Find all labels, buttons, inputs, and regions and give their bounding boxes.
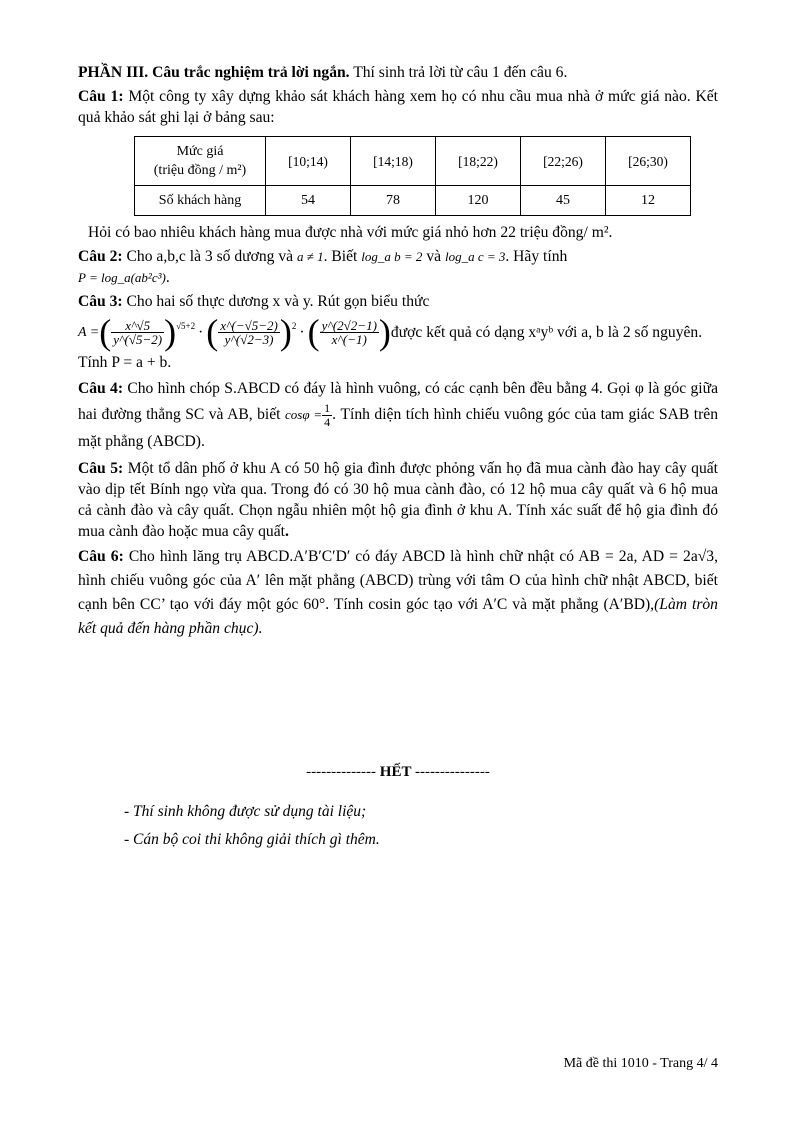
question-3: [78, 291, 718, 312]
price-header-line2: (triệu đồng / m²): [153, 163, 247, 178]
question-1: [78, 86, 718, 128]
q6-text-a: Cho hình lăng trụ ABCD.A′B′C′D′ có đáy ABCD là hình chữ nhật có AB = 2a, AD = 2a√3, hình chiếu vuông góc của A′ lên mặt phẳng (ABCD) trùng với tâm O của hình chữ nhật ABCD, biết cạnh bên CC’ tạo với đáy một góc 60°. Tính cosin góc tạo với A′C và mặt phẳng (A′BD),: [78, 548, 718, 613]
price-header-line1: Mức giá: [176, 144, 224, 159]
q5-text: Một tổ dân phố ở khu A có 50 hộ gia đình được phỏng vấn họ đã mua cành đào hay cây quất vào dịp tết Bính ngọ vừa qua. Trong đó có 30 hộ mua cành đào, có 12 hộ mua cây quất và 6 hộ mua cả cành đào và cây quất. Chọn ngẫu nhiên một hộ gia đình ở khu A. Tính xác suất để hộ gia đình đó mua cành đào hoặc mua cây quất: [78, 460, 719, 540]
question-6: [78, 545, 718, 641]
q6-text-b: (Làm tròn kết quả đến hàng phần chục).: [78, 596, 718, 637]
interval-cell: [10;14): [266, 137, 351, 186]
count-cell: 12: [606, 186, 691, 216]
price-header: [135, 137, 266, 186]
q1-label: Câu 1:: [78, 88, 124, 105]
note-item: - Cán bộ coi thi không giải thích gì thêm.: [124, 831, 380, 848]
q5-label: Câu 5:: [78, 460, 124, 477]
q4-text-b: . Tính diện tích hình chiếu vuông góc của tam giác SAB trên mặt phẳng (ABCD).: [78, 406, 718, 450]
interval-cell: [22;26): [521, 137, 606, 186]
q5-end: .: [284, 523, 289, 540]
q3-label: Câu 3:: [78, 293, 123, 310]
fraction-3-numerator: y^(2√2−1): [321, 317, 377, 333]
q2-text-c: và: [422, 248, 445, 265]
q2-target: P = log_a(ab²c³): [78, 270, 166, 285]
exam-notes: [124, 798, 380, 854]
fraction-2: [218, 319, 280, 346]
fraction-1: [111, 319, 164, 346]
cos-fraction: [322, 402, 332, 429]
count-cell: 78: [351, 186, 436, 216]
cos-lhs: cosφ =: [285, 407, 323, 423]
q3-text: Cho hai số thực dương x và y. Rút gọn biểu thức: [122, 293, 430, 310]
fraction-3-denominator: x^(−1): [320, 332, 379, 346]
q2-text-d: . Hãy tính: [505, 248, 568, 265]
q3-formula: A = ( $\frac{x\^{}√5}{y\^{}(√5-2)}$ ) √5+2 · ( $\frac{x\^{}(-√5-2)}{y\^{}(√2-3)}$ ) 2 · ( $\frac{y\^{}(2√2-1)}{x\^{}(-1)}$ ) được kết quả có dạng xᵃyᵇ với a, b là 2 số nguyên.: [78, 312, 703, 352]
q4-text-a: Cho hình chóp S.ABCD có đáy là hình vuông, có các cạnh bên đều bằng 4. Gọi φ là góc giữa hai đường thẳng SC và AB, biết: [78, 380, 718, 424]
question-4: [78, 376, 718, 455]
q2-given-2: log_a c = 3: [444, 249, 506, 264]
interval-cell: [18;22): [436, 137, 521, 186]
cos-denominator: 4: [324, 415, 331, 429]
interval-cell: [14;18): [351, 137, 436, 186]
section-heading: [78, 62, 718, 83]
count-cell: 54: [266, 186, 351, 216]
question-2: [78, 246, 718, 288]
customers-header: Số khách hàng: [135, 186, 266, 216]
note-item: - Thí sinh không được sử dụng tài liệu;: [124, 803, 367, 820]
fraction-3: [320, 319, 379, 346]
table-row-price: [135, 137, 691, 186]
q2-given-1: log_a b = 2: [361, 249, 423, 264]
section-title: PHẦN III. Câu trắc nghiệm trả lời ngắn.: [78, 64, 350, 81]
q2-label: Câu 2:: [78, 248, 123, 265]
q1-question: Hỏi có bao nhiêu khách hàng mua được nhà với mức giá nhỏ hơn 22 triệu đồng/ m².: [88, 224, 613, 241]
q6-label: Câu 6:: [78, 548, 124, 565]
end-marker: -------------- HẾT ---------------: [306, 764, 490, 780]
count-cell: 120: [436, 186, 521, 216]
survey-table: [134, 136, 691, 216]
question-5: [78, 458, 718, 542]
q3-compute: Tính P = a + b.: [78, 354, 172, 371]
section-instruction: Thí sinh trả lời từ câu 1 đến câu 6.: [349, 64, 568, 81]
table-row-customers: [135, 186, 691, 216]
q3-after: được kết quả có dạng xᵃyᵇ với a, b là 2 số nguyên.: [390, 323, 703, 341]
fraction-1-denominator: y^(√5−2): [113, 331, 163, 347]
fraction-1-numerator: x^√5: [125, 317, 151, 333]
fraction-2-numerator: x^(−√5−2): [220, 317, 278, 333]
cos-numerator: 1: [324, 401, 331, 415]
page-footer: Mã đề thi 1010 - Trang 4/ 4: [563, 1056, 718, 1071]
q2-condition: a ≠ 1: [296, 249, 324, 264]
count-cell: 45: [521, 186, 606, 216]
formula-lhs: A =: [78, 324, 100, 340]
q4-label: Câu 4:: [78, 380, 124, 397]
exam-page: [78, 62, 719, 848]
q2-text-a: Cho a,b,c là 3 số dương và: [122, 248, 297, 265]
q2-end: .: [165, 269, 170, 286]
fraction-1-exponent: √5+2: [176, 320, 196, 331]
interval-cell: [26;30): [606, 137, 691, 186]
q1-text: Một công ty xây dựng khảo sát khách hàng xem họ có nhu cầu mua nhà ở mức giá nào. Kết quả khảo sát ghi lại ở bảng sau:: [78, 88, 718, 126]
q2-text-b: . Biết: [323, 248, 362, 265]
fraction-2-exponent: 2: [291, 320, 297, 331]
end-word: HẾT: [376, 764, 415, 780]
fraction-2-denominator: y^(√2−3): [218, 332, 280, 346]
